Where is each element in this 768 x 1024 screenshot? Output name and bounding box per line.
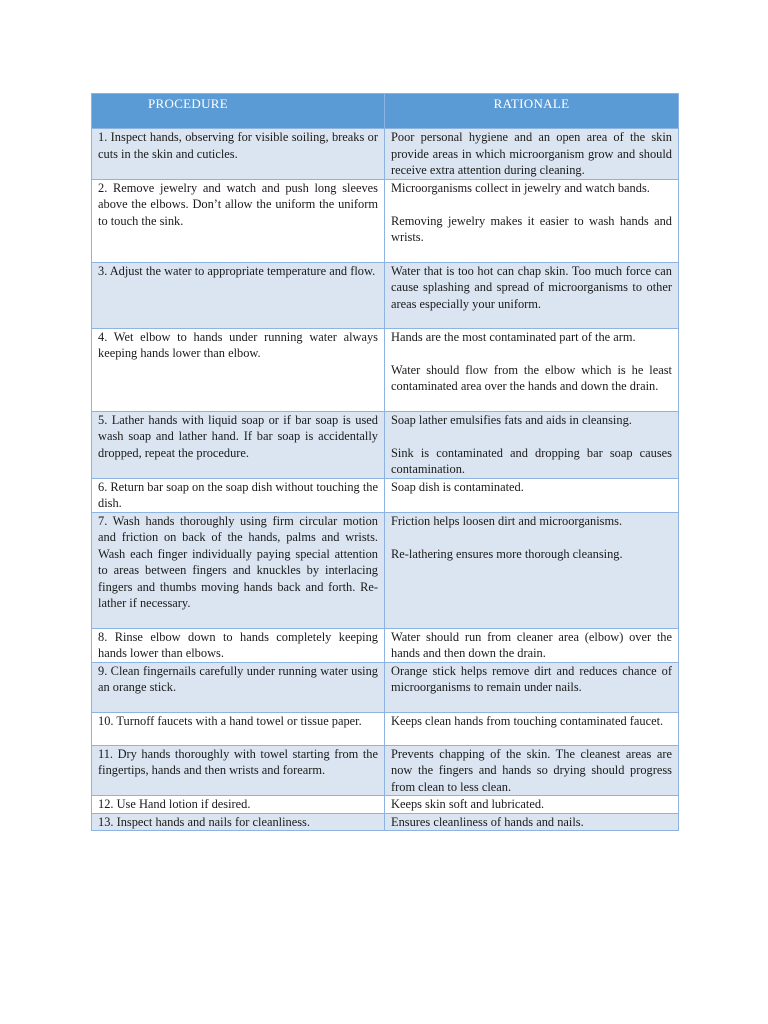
procedure-cell — [92, 328, 385, 411]
header-rationale: RATIONALE — [385, 94, 679, 129]
table-row — [92, 478, 679, 512]
rationale-cell — [385, 745, 679, 796]
rationale-cell — [385, 628, 679, 662]
table-row — [92, 411, 679, 478]
procedure-text: 10. Turnoff faucets with a hand towel or tissue paper. — [98, 713, 362, 728]
procedure-cell — [92, 813, 385, 831]
rationale-text: Prevents chapping of the skin. The cleanest areas are now the fingers and hands so drying should progress from clean to less clean. — [391, 746, 672, 794]
rationale-text: Sink is contaminated and dropping bar soap causes contamination. — [391, 445, 672, 476]
rationale-cell — [385, 813, 679, 831]
rationale-text: Removing jewelry makes it easier to wash hands and wrists. — [391, 213, 672, 244]
rationale-text: Water that is too hot can chap skin. Too much force can cause splashing and spread of microorganisms to other areas especially your uniform. — [391, 263, 672, 311]
rationale-text: Water should flow from the elbow which is he least contaminated area over the hands and down the drain. — [391, 362, 672, 393]
table-header-row — [92, 94, 679, 129]
rationale-text: Poor personal hygiene and an open area of the skin provide areas in which microorganism grow and should receive extra attention during cleaning. — [391, 130, 672, 177]
rationale-cell — [385, 512, 679, 628]
rationale-text: Keeps clean hands from touching contaminated faucet. — [391, 713, 664, 728]
procedure-cell — [92, 129, 385, 180]
procedure-text: 2. Remove jewelry and watch and push long sleeves above the elbows. Don’t allow the uniform the uniform to touch the sink. — [98, 180, 378, 228]
rationale-cell — [385, 179, 679, 262]
procedure-cell — [92, 712, 385, 745]
table-body — [92, 129, 679, 831]
procedure-text: 1. Inspect hands, observing for visible soiling, breaks or cuts in the skin and cuticles. — [98, 130, 378, 161]
rationale-cell — [385, 662, 679, 712]
table-row — [92, 512, 679, 628]
procedure-cell — [92, 262, 385, 328]
table-row — [92, 813, 679, 831]
rationale-cell — [385, 328, 679, 411]
table-row — [92, 179, 679, 262]
table-row — [92, 262, 679, 328]
rationale-text: Friction helps loosen dirt and microorganisms. — [391, 513, 623, 528]
rationale-cell — [385, 262, 679, 328]
procedure-text: 8. Rinse elbow down to hands completely keeping hands lower than elbows. — [98, 629, 378, 660]
rationale-text: Soap dish is contaminated. — [391, 479, 524, 494]
procedure-text: 4. Wet elbow to hands under running water always keeping hands lower than elbow. — [98, 329, 378, 360]
rationale-text: Ensures cleanliness of hands and nails. — [391, 814, 584, 829]
header-procedure: PROCEDURE — [92, 94, 385, 129]
table-row — [92, 745, 679, 796]
procedure-cell — [92, 662, 385, 712]
rationale-cell — [385, 712, 679, 745]
table-row — [92, 712, 679, 745]
procedure-cell — [92, 512, 385, 628]
procedure-text: 5. Lather hands with liquid soap or if bar soap is used wash soap and lather hand. If bar soap is accidentally dropped, repeat the procedure. — [98, 412, 378, 460]
table-row — [92, 662, 679, 712]
procedure-text: 11. Dry hands thoroughly with towel starting from the fingertips, hands and then wrists and forearm. — [98, 746, 378, 777]
procedure-cell — [92, 411, 385, 478]
procedure-cell — [92, 745, 385, 796]
rationale-cell — [385, 478, 679, 512]
rationale-cell — [385, 129, 679, 180]
procedure-cell — [92, 179, 385, 262]
rationale-text: Re-lathering ensures more thorough cleansing. — [391, 546, 623, 561]
table-row — [92, 129, 679, 180]
rationale-cell — [385, 411, 679, 478]
rationale-text: Water should run from cleaner area (elbow) over the hands and then down the drain. — [391, 629, 672, 660]
rationale-text: Hands are the most contaminated part of the arm. — [391, 329, 636, 344]
procedure-cell — [92, 796, 385, 814]
procedure-text: 13. Inspect hands and nails for cleanliness. — [98, 814, 310, 829]
table-row — [92, 796, 679, 814]
procedure-text: 3. Adjust the water to appropriate temperature and flow. — [98, 263, 376, 278]
procedure-text: 12. Use Hand lotion if desired. — [98, 797, 251, 811]
procedure-cell — [92, 628, 385, 662]
table-row — [92, 328, 679, 411]
rationale-text: Soap lather emulsifies fats and aids in cleansing. — [391, 412, 632, 427]
rationale-text: Orange stick helps remove dirt and reduces chance of microorganisms to remain under nails. — [391, 663, 672, 694]
table-row — [92, 628, 679, 662]
handwashing-procedure-table — [91, 93, 679, 831]
procedure-text: 7. Wash hands thoroughly using firm circular motion and friction on back of the hands, palms and wrists. Wash each finger individually paying special attention to areas between fingers and knuckles by interlacing fingers and thumbs moving hands back and forth. Re-lather if necessary. — [98, 513, 378, 610]
rationale-text: Keeps skin soft and lubricated. — [391, 797, 545, 811]
procedure-text: 9. Clean fingernails carefully under running water using an orange stick. — [98, 663, 378, 694]
procedure-text: 6. Return bar soap on the soap dish without touching the dish. — [98, 479, 378, 510]
rationale-cell — [385, 796, 679, 814]
procedure-cell — [92, 478, 385, 512]
rationale-text: Microorganisms collect in jewelry and watch bands. — [391, 180, 650, 195]
